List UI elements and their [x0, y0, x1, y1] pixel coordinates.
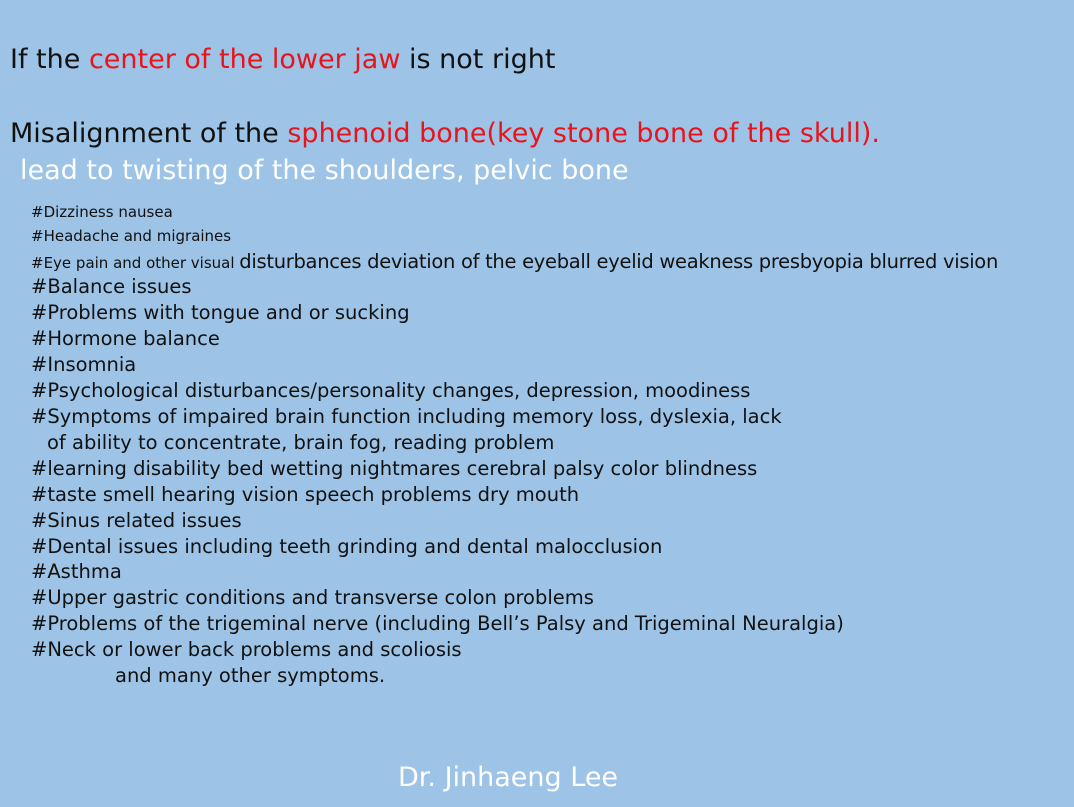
- heading-twisting: lead to twisting of the shoulders, pelvic bone: [20, 155, 629, 186]
- symptom-eye-part2: disturbances deviation of the eyeball eyelid weakness presbyopia blurred vision: [239, 250, 998, 273]
- heading-lower-jaw: [10, 44, 555, 75]
- symptom-item: #Dental issues including teeth grinding and dental malocclusion: [31, 535, 663, 558]
- symptom-item: #taste smell hearing vision speech problems dry mouth: [31, 483, 580, 506]
- heading1-suffix: is not right: [400, 44, 556, 75]
- symptom-item: #Dizziness nausea: [31, 203, 173, 221]
- heading2-prefix: Misalignment of the: [10, 118, 288, 149]
- symptom-item: #Headache and migraines: [31, 227, 232, 245]
- heading-sphenoid: [10, 118, 880, 149]
- symptom-item: #Asthma: [31, 560, 122, 583]
- symptom-eye-part1: #Eye pain and other visual: [31, 254, 240, 272]
- symptom-item: #Balance issues: [31, 275, 192, 298]
- symptom-item: #Symptoms of impaired brain function including memory loss, dyslexia, lack: [31, 405, 782, 428]
- symptom-item: #Insomnia: [31, 353, 137, 376]
- heading1-prefix: If the: [10, 44, 89, 75]
- author-credit: Dr. Jinhaeng Lee: [398, 762, 619, 793]
- symptom-item: #Hormone balance: [31, 327, 220, 350]
- symptom-item-continued: of ability to concentrate, brain fog, reading problem: [47, 431, 555, 454]
- symptom-item: #Psychological disturbances/personality changes, depression, moodiness: [31, 379, 751, 402]
- symptom-closing: and many other symptoms.: [115, 664, 386, 687]
- heading1-highlight: center of the lower jaw: [88, 44, 401, 75]
- symptom-item: #Problems with tongue and or sucking: [31, 301, 410, 324]
- heading2-highlight: sphenoid bone(key stone bone of the skull).: [287, 118, 880, 149]
- symptom-item: #Neck or lower back problems and scoliosis: [31, 638, 462, 661]
- symptom-item: #Sinus related issues: [31, 509, 242, 532]
- symptom-item: #Upper gastric conditions and transverse colon problems: [31, 586, 594, 609]
- symptom-item: #Problems of the trigeminal nerve (including Bell’s Palsy and Trigeminal Neuralgia): [31, 612, 844, 635]
- symptom-item-eye: [31, 250, 998, 273]
- symptom-item: #learning disability bed wetting nightmares cerebral palsy color blindness: [31, 457, 758, 480]
